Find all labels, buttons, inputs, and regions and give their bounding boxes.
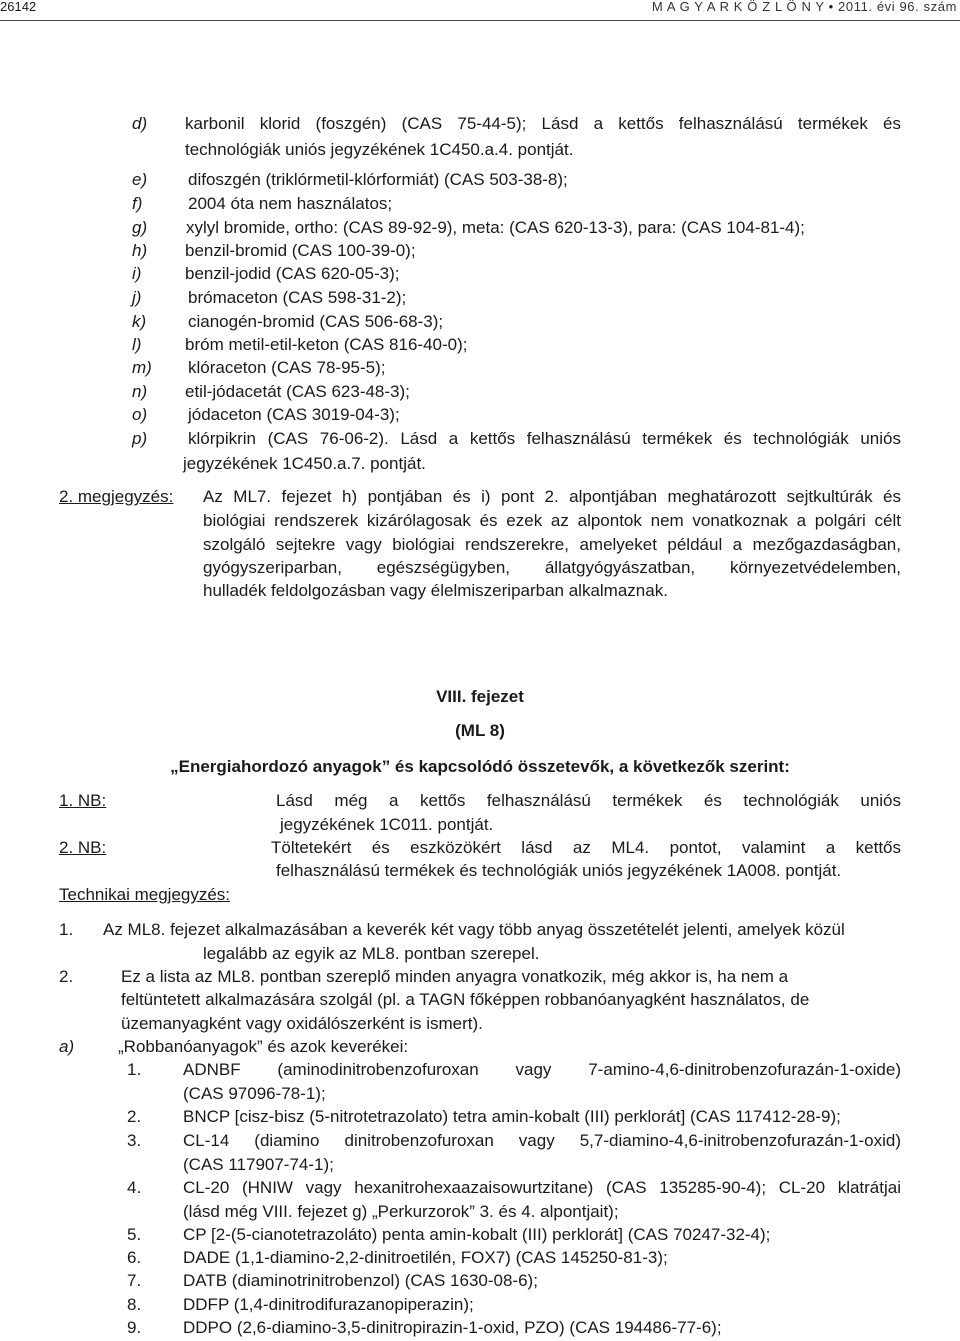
list-item-label: d) <box>132 114 148 133</box>
item-line: CP [2-(5-cianotetrazoláto) penta amin-kobalt (III) perklorát] (CAS 70247-32-4); <box>183 1225 771 1244</box>
list-item-text: benzil-jodid (CAS 620-05-3); <box>185 264 400 283</box>
note-line: biológiai rendszerek kizárólagosak és ezek az alpontok nem vonatkoznak a polgári célt <box>203 511 901 530</box>
note-line: hulladék feldolgozásban vagy élelmiszeriparban alkalmaznak. <box>203 581 668 600</box>
list-item-text: benzil-bromid (CAS 100-39-0); <box>185 241 416 260</box>
list-item-text: karbonil klorid (foszgén) (CAS 75-44-5); Lásd a kettős felhasználású termékek és <box>185 114 901 133</box>
list-item-text: klóraceton (CAS 78-95-5); <box>188 358 386 377</box>
item-number: 4. <box>127 1178 142 1197</box>
list-item-text: cianogén-bromid (CAS 506-68-3); <box>188 312 444 331</box>
list-item-label: i) <box>132 264 142 283</box>
nb-line: Lásd még a kettős felhasználású termékek és technológiák uniós <box>276 791 901 810</box>
item-line: (CAS 97096-78-1); <box>183 1084 326 1103</box>
list-item-label: j) <box>132 288 142 307</box>
chapter-subtitle: „Energiahordozó anyagok” és kapcsolódó összetevők, a következők szerint: <box>170 757 790 776</box>
note-line: szolgáló sejtekre vagy biológiai rendszerekre, amelyeket például a mezőgazdaságban, <box>203 535 901 554</box>
list-item-label: m) <box>132 358 152 377</box>
item-line: CL-14 (diamino dinitrobenzofuroxan vagy 5,7-diamino-4,6-initrobenzofurazán-1-oxid) <box>183 1131 901 1150</box>
list-item-label: n) <box>132 382 148 401</box>
list-item-label: p) <box>132 429 148 448</box>
list-item-text: technológiák uniós jegyzékének 1C450.a.4. pontját. <box>185 140 574 159</box>
list-item-label: k) <box>132 312 147 331</box>
item-number: 6. <box>127 1248 142 1267</box>
tech-note-number: 1. <box>59 920 74 939</box>
item-line: DDPO (2,6-diamino-3,5-dinitropirazin-1-oxid, PZO) (CAS 194486-77-6); <box>183 1318 722 1337</box>
list-item-text: xylyl bromide, ortho: (CAS 89-92-9), meta: (CAS 620-13-3), para: (CAS 104-81-4); <box>186 218 805 237</box>
item-line: DATB (diaminotrinitrobenzol) (CAS 1630-08-6); <box>183 1271 538 1290</box>
item-line: DADE (1,1-diamino-2,2-dinitroetilén, FOX7) (CAS 145250-81-3); <box>183 1248 668 1267</box>
list-item-text: jódaceton (CAS 3019-04-3); <box>188 405 400 424</box>
journal-header <box>652 0 957 14</box>
list-item-text: klórpikrin (CAS 76-06-2). Lásd a kettős felhasználású termékek és technológiák uniós <box>188 429 901 448</box>
item-number: 9. <box>127 1318 142 1337</box>
list-item-label: e) <box>132 170 148 189</box>
section-a-label: a) <box>59 1037 75 1056</box>
item-line: (CAS 117907-74-1); <box>183 1155 334 1174</box>
tech-note-number: 2. <box>59 967 74 986</box>
item-line: BNCP [cisz-bisz (5-nitrotetrazolato) tetra amin-kobalt (III) perklorát] (CAS 117412-28-9); <box>183 1107 841 1126</box>
list-item-text: brómaceton (CAS 598-31-2); <box>188 288 407 307</box>
note-label: 2. megjegyzés: <box>59 487 174 506</box>
list-item-label: g) <box>132 218 148 237</box>
list-item-text: 2004 óta nem használatos; <box>188 194 393 213</box>
list-item-label: f) <box>132 194 143 213</box>
item-number: 1. <box>127 1060 142 1079</box>
header-rule <box>0 20 960 21</box>
tech-note-line: Ez a lista az ML8. pontban szereplő minden anyagra vonatkozik, még akkor is, ha nem a <box>121 967 789 986</box>
list-item-text: etil-jódacetát (CAS 623-48-3); <box>185 382 410 401</box>
item-number: 7. <box>127 1271 142 1290</box>
list-item-text: jegyzékének 1C450.a.7. pontját. <box>183 454 426 473</box>
nb-label: 2. NB: <box>59 838 107 857</box>
item-line: ADNBF (aminodinitrobenzofuroxan vagy 7-amino-4,6-dinitrobenzofurazán-1-oxide) <box>183 1060 901 1079</box>
list-item-label: h) <box>132 241 148 260</box>
nb-line: felhasználású termékek és technológiák uniós jegyzékének 1A008. pontját. <box>276 861 842 880</box>
item-number: 5. <box>127 1225 142 1244</box>
nb-line: Töltetekért és eszközökért lásd az ML4. pontot, valamint a kettős <box>271 838 901 857</box>
nb-label: 1. NB: <box>59 791 107 810</box>
chapter-code: (ML 8) <box>455 721 505 740</box>
item-number: 3. <box>127 1131 142 1150</box>
page-number: 26142 <box>0 0 37 14</box>
item-number: 2. <box>127 1107 142 1126</box>
journal-name: M A G Y A R K Ö Z L Ö N Y <box>651 0 825 14</box>
item-line: (lásd még VIII. fejezet g) „Perkurzorok” 3. és 4. alpontjait); <box>183 1202 619 1221</box>
note-line: gyógyszeriparban, egészségügyben, állatgyógyászatban, környezetvédelemben, <box>203 558 901 577</box>
section-a-title: „Robbanóanyagok” és azok keverékei: <box>118 1037 409 1056</box>
tech-note-line: feltüntetett alkalmazására szolgál (pl. a TAGN főképpen robbanóanyagként használatos, de <box>121 990 810 1009</box>
header-bullet: • <box>828 0 834 14</box>
tech-note-line: üzemanyagként vagy oxidálószerként is ismert). <box>121 1014 483 1033</box>
item-line: DDFP (1,4-dinitrodifurazanopiperazin); <box>183 1295 474 1314</box>
journal-issue: 2011. évi 96. szám <box>838 0 957 14</box>
list-item-label: l) <box>132 335 142 354</box>
item-number: 8. <box>127 1295 142 1314</box>
item-line: CL-20 (HNIW vagy hexanitrohexaazaisowurtzitane) (CAS 135285-90-4); CL-20 klatrátjai <box>183 1178 901 1197</box>
list-item-text: difoszgén (triklórmetil-klórformiát) (CAS 503-38-8); <box>188 170 568 189</box>
note-line: Az ML7. fejezet h) pontjában és i) pont 2. alpontjában meghatározott sejtkultúrák és <box>203 487 901 506</box>
list-item-text: bróm metil-etil-keton (CAS 816-40-0); <box>185 335 468 354</box>
tech-note-line: legalább az egyik az ML8. pontban szerepel. <box>203 944 540 963</box>
nb-line: jegyzékének 1C011. pontját. <box>280 815 494 834</box>
chapter-title: VIII. fejezet <box>436 687 524 706</box>
list-item-label: o) <box>132 405 148 424</box>
tech-note-line: Az ML8. fejezet alkalmazásában a keverék két vagy több anyag összetételét jelenti, amelyek közül <box>103 920 845 939</box>
tech-note-label: Technikai megjegyzés: <box>59 885 231 904</box>
